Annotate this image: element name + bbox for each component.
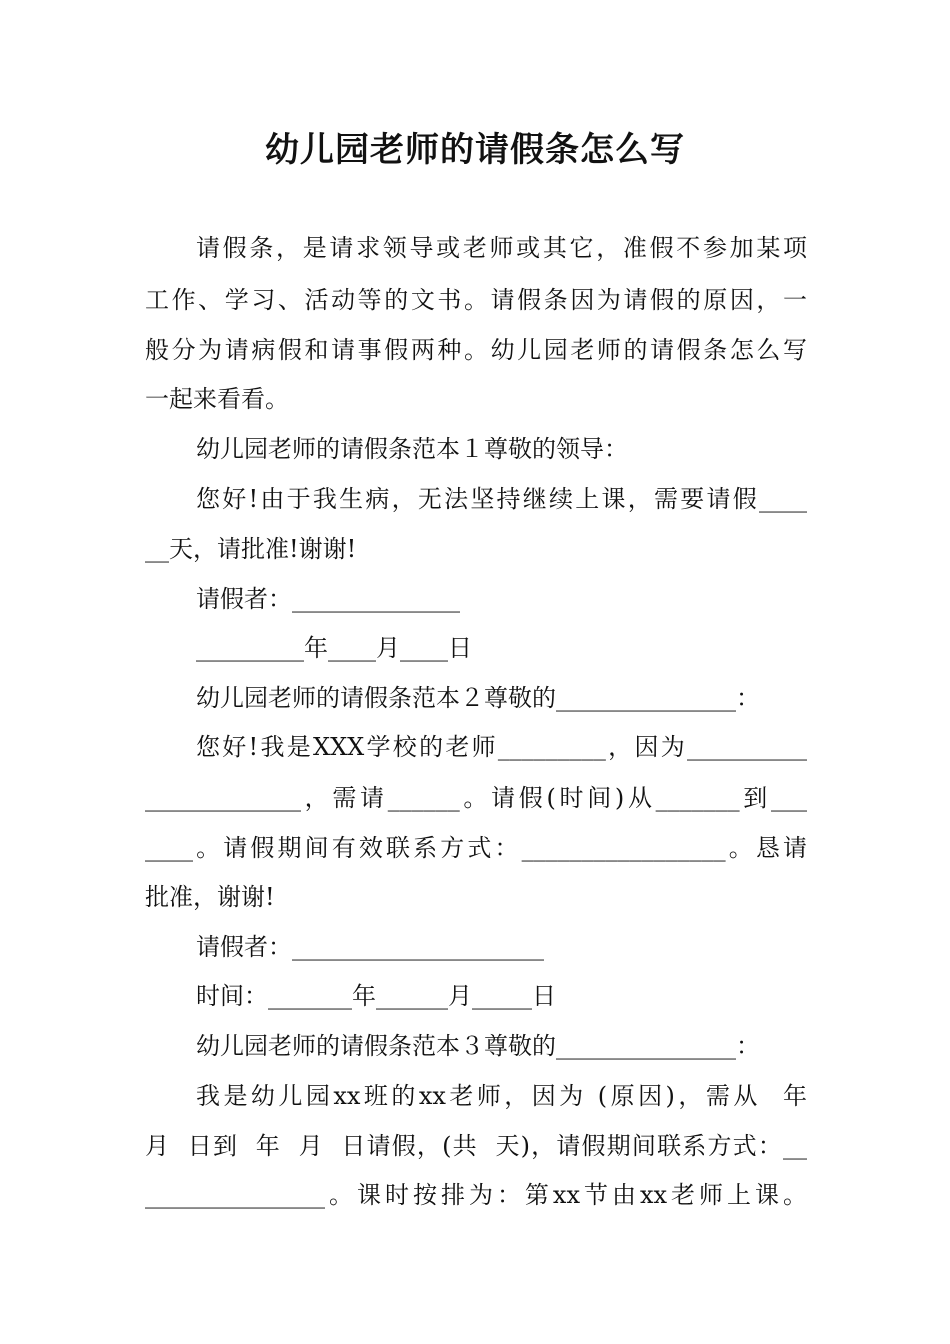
paragraph-line: 月 日到 年 月 日请假，(共 天)，请假期间联系方式：__ bbox=[145, 1132, 807, 1160]
paragraph-line: 一起来看看。 bbox=[145, 385, 289, 413]
template-heading: 幼儿园老师的请假条范本３尊敬的_______________： bbox=[196, 1032, 760, 1060]
paragraph-line: _______________。课时按排为：第xx节由xx老师上课。 bbox=[145, 1181, 807, 1209]
document-title: 幼儿园老师的请假条怎么写 bbox=[265, 130, 685, 170]
signature-line: 请假者：_____________________ bbox=[196, 933, 544, 961]
template-heading: 幼儿园老师的请假条范本１尊敬的领导： bbox=[196, 435, 628, 463]
paragraph-line: 工作、学习、活动等的文书。请假条因为请假的原因，一 bbox=[145, 286, 807, 314]
paragraph-line: _____________，需请______。请假(时间)从_______到___ bbox=[145, 784, 807, 812]
paragraph-line: 请假条，是请求领导或老师或其它，准假不参加某项 bbox=[196, 234, 807, 262]
signature-line: 请假者：______________ bbox=[196, 585, 460, 613]
date-line: _________年____月____日 bbox=[196, 634, 472, 662]
paragraph-line: 我是幼儿园xx班的xx老师，因为 (原因)，需从 年 bbox=[196, 1082, 807, 1110]
paragraph-line: 您好!我是XXX学校的老师_________，因为__________ bbox=[196, 733, 807, 761]
paragraph-line: __天，请批准!谢谢! bbox=[145, 535, 357, 563]
paragraph-line: 您好!由于我生病，无法坚持继续上课，需要请假____ bbox=[196, 485, 807, 513]
paragraph-line: 批准，谢谢! bbox=[145, 883, 275, 911]
paragraph-line: 般分为请病假和请事假两种。幼儿园老师的请假条怎么写 bbox=[145, 336, 807, 364]
paragraph-line: ____。请假期间有效联系方式：_________________。恳请 bbox=[145, 834, 807, 862]
date-line: 时间：_______年______月_____日 bbox=[196, 982, 556, 1010]
template-heading: 幼儿园老师的请假条范本２尊敬的_______________： bbox=[196, 684, 760, 712]
